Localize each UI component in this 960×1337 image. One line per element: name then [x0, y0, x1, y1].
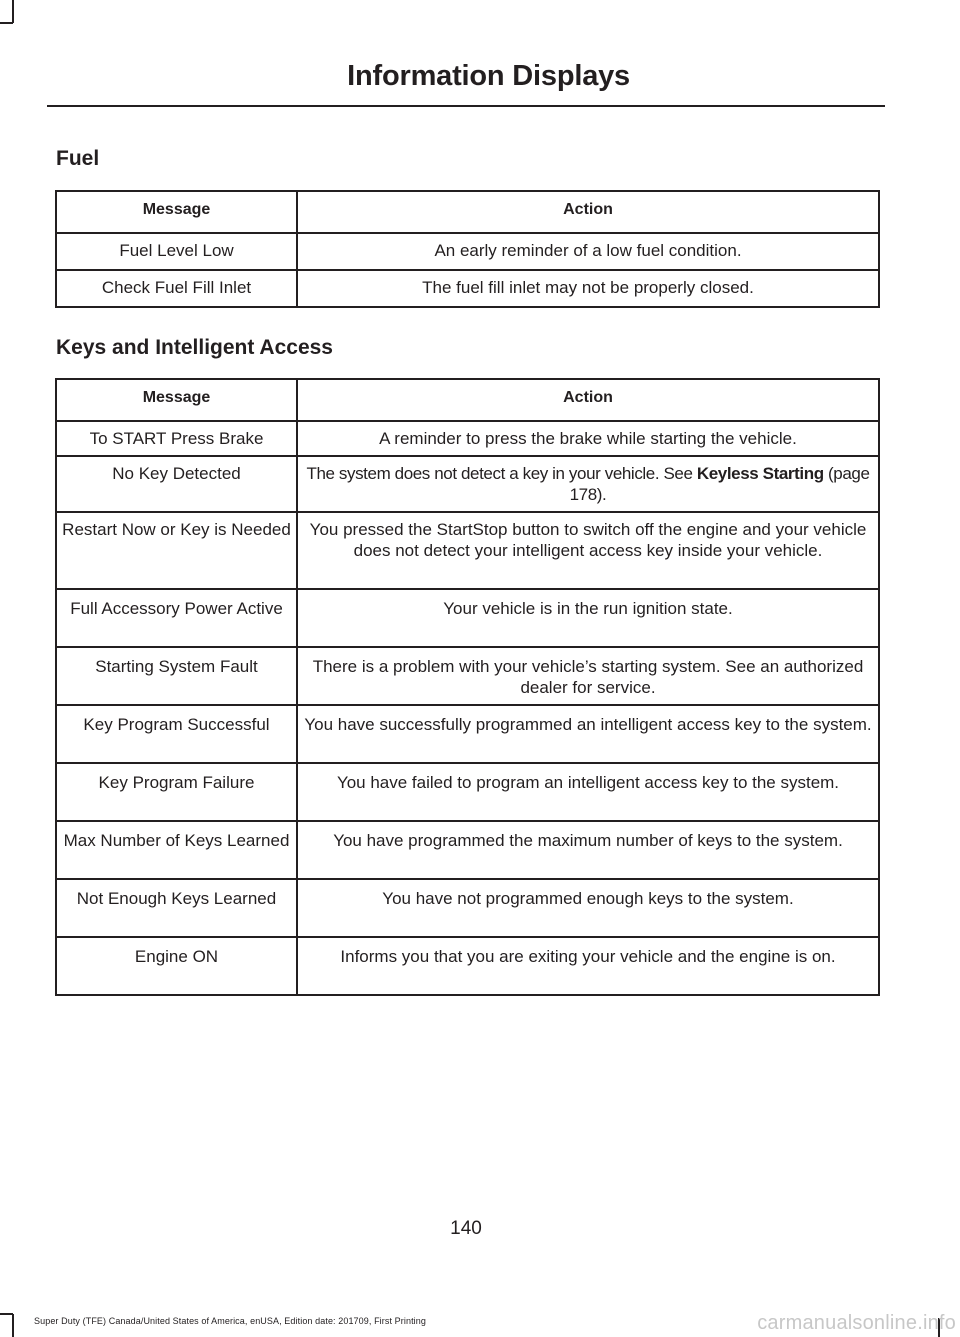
- crop-mark-top-left-vertical: [12, 0, 14, 23]
- footer-edition-text: Super Duty (TFE) Canada/United States of America, enUSA, Edition date: 201709, First Printing: [34, 1316, 426, 1326]
- action-cell: [297, 456, 879, 512]
- column-header-message: Message: [56, 191, 297, 233]
- message-cell: Check Fuel Fill Inlet: [56, 270, 297, 307]
- column-header-action: Action: [297, 191, 879, 233]
- table-row: [56, 821, 879, 879]
- table-row: [56, 456, 879, 512]
- message-cell: Max Number of Keys Learned: [56, 821, 297, 879]
- action-cell: There is a problem with your vehicle’s starting system. See an authorized dealer for service.: [297, 647, 879, 705]
- page-title: Information Displays: [347, 60, 630, 92]
- message-cell: Full Accessory Power Active: [56, 589, 297, 647]
- page-number: 140: [450, 1218, 482, 1239]
- message-cell: Restart Now or Key is Needed: [56, 512, 297, 589]
- action-cell: You have programmed the maximum number of keys to the system.: [297, 821, 879, 879]
- table-row: [56, 421, 879, 456]
- action-cell: A reminder to press the brake while starting the vehicle.: [297, 421, 879, 456]
- table-row: [56, 705, 879, 763]
- page-reference: (page 178).: [569, 464, 870, 504]
- fuel-heading: Fuel: [56, 147, 100, 170]
- action-cell: Informs you that you are exiting your vehicle and the engine is on.: [297, 937, 879, 995]
- keys-heading: Keys and Intelligent Access: [56, 336, 333, 359]
- message-cell: Fuel Level Low: [56, 233, 297, 270]
- table-row: [56, 647, 879, 705]
- table-row: [56, 937, 879, 995]
- watermark: carmanualsonline.info: [757, 1312, 956, 1334]
- action-cell: You have failed to program an intelligent access key to the system.: [297, 763, 879, 821]
- table-row: [56, 763, 879, 821]
- action-cell: You pressed the StartStop button to switch off the engine and your vehicle does not detect your intelligent access key inside your vehicle.: [297, 512, 879, 589]
- action-cell: You have successfully programmed an intelligent access key to the system.: [297, 705, 879, 763]
- action-cell: You have not programmed enough keys to the system.: [297, 879, 879, 937]
- crop-mark-bottom-left-vertical: [12, 1314, 14, 1337]
- message-cell: No Key Detected: [56, 456, 297, 512]
- table-row: [56, 270, 879, 307]
- column-header-message: Message: [56, 379, 297, 421]
- message-cell: Engine ON: [56, 937, 297, 995]
- action-cell: Your vehicle is in the run ignition state.: [297, 589, 879, 647]
- message-cell: Key Program Failure: [56, 763, 297, 821]
- fuel-table: [55, 190, 880, 308]
- table-row: [56, 589, 879, 647]
- message-cell: To START Press Brake: [56, 421, 297, 456]
- table-row: [56, 512, 879, 589]
- action-cell: The fuel fill inlet may not be properly closed.: [297, 270, 879, 307]
- table-row: [56, 879, 879, 937]
- table-header-row: [56, 379, 879, 421]
- table-row: [56, 233, 879, 270]
- column-header-action: Action: [297, 379, 879, 421]
- keys-table: [55, 378, 880, 996]
- action-cell: An early reminder of a low fuel condition.: [297, 233, 879, 270]
- message-cell: Starting System Fault: [56, 647, 297, 705]
- keyless-starting-link[interactable]: Keyless Starting: [696, 464, 824, 483]
- table-header-row: [56, 191, 879, 233]
- message-cell: Not Enough Keys Learned: [56, 879, 297, 937]
- header-divider: [47, 105, 885, 107]
- message-cell: Key Program Successful: [56, 705, 297, 763]
- action-text: The system does not detect a key in your vehicle. See: [306, 464, 693, 483]
